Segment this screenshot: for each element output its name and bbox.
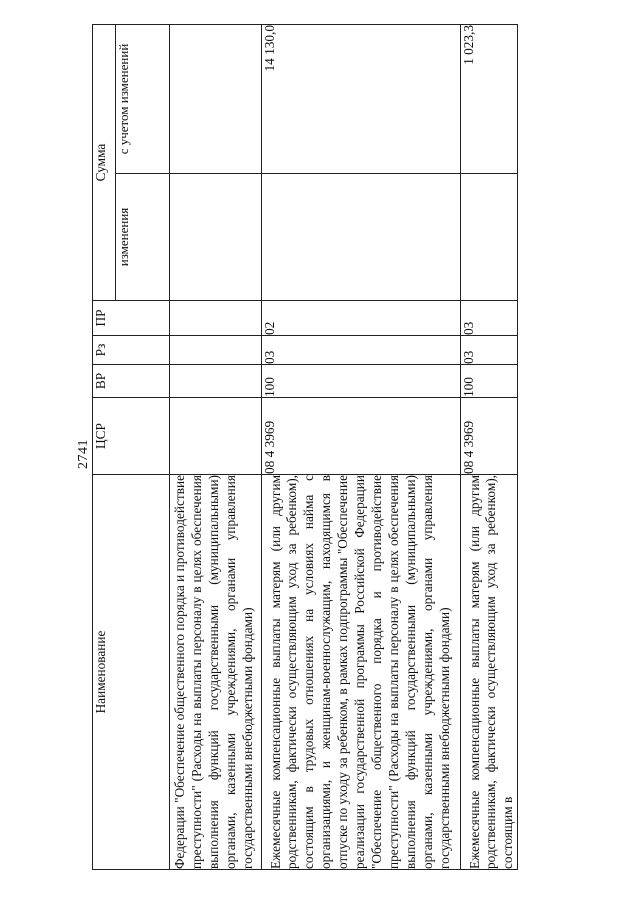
row-change [261,174,460,301]
row-with-change: 1 023,3 [460,25,518,174]
row-vr [170,365,262,398]
table-row [170,25,262,870]
row-name: Ежемесячные компенсационные выплаты матерям (или другим родственникам, фактически осуществляющим уход за ребенком), состоящим в [460,475,518,870]
header-rz: Рз [93,336,170,365]
row-rz: 03 [261,336,460,365]
budget-table [92,24,518,870]
row-change [460,174,518,301]
header-with-change: с учетом изменений [116,25,170,174]
row-pr [170,301,262,336]
row-change [170,174,262,301]
row-with-change [170,25,262,174]
row-pr: 03 [460,301,518,336]
row-name: Федерации "Обеспечение общественного порядка и противодействие преступности" (Расходы на выплаты персоналу в целях обеспечения выполнения функций государственными (муниципальными) органами, казенными учреждениями, органами управления государственными внебюджетными фондами) [170,475,262,870]
row-pr: 02 [261,301,460,336]
header-pr: ПР [93,301,170,336]
row-vr: 100 [460,365,518,398]
table-row [460,25,518,870]
header-name: Наименование [93,475,170,870]
header-csr: ЦСР [93,398,170,475]
row-with-change: 14 130,0 [261,25,460,174]
header-vr: ВР [93,365,170,398]
header-change: изменения [116,174,170,301]
row-name: Ежемесячные компенсационные выплаты матерям (или другим родственникам, фактически осуществляющим уход за ребенком), состоящим в трудовых отношениях на условиях найма с организациями, и женщинам-военнослужащим, находящимся в отпуске по уходу за ребенком, в рамках подпрограммы "Обеспечение реализации государственной программы Российской Федерации "Обеспечение общественного порядка и противодействие преступности" (Расходы на выплаты персоналу в целях обеспечения выполнения функций государственными (муниципальными) органами, казенными учреждениями, органами управления государственными внебюджетными фондами) [261,475,460,870]
row-vr: 100 [261,365,460,398]
row-rz [170,336,262,365]
row-csr [170,398,262,475]
row-csr: 08 4 3969 [460,398,518,475]
row-csr: 08 4 3969 [261,398,460,475]
row-rz: 03 [460,336,518,365]
header-sum: Сумма [93,25,116,301]
header-row [93,25,116,870]
page-number: 2741 [76,439,91,469]
table-row [261,25,460,870]
